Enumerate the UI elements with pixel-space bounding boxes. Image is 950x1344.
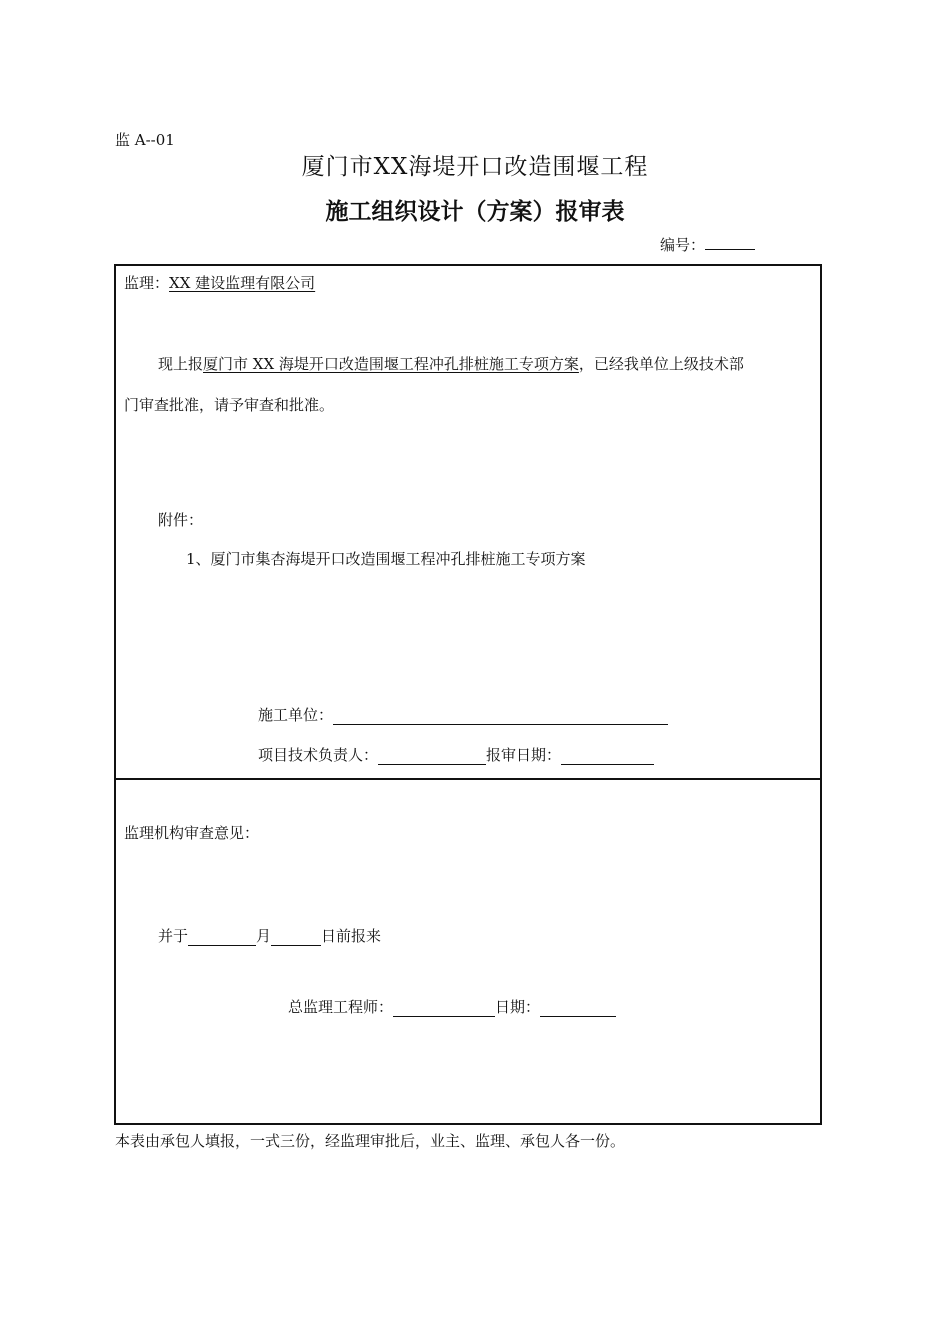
supervisor-line bbox=[124, 272, 315, 293]
deadline-line bbox=[158, 925, 381, 946]
deadline-suffix: 日前报来 bbox=[321, 927, 382, 945]
report-subject: 厦门市 XX 海堤开口改造围堰工程冲孔排桩施工专项方案 bbox=[203, 355, 579, 373]
contractor-line bbox=[258, 704, 668, 725]
day-field[interactable] bbox=[271, 929, 321, 946]
attachments-label: 附件： bbox=[158, 511, 204, 529]
report-suffix: ，已经我单位上级技术部 bbox=[578, 355, 744, 373]
month-field[interactable] bbox=[188, 929, 256, 946]
review-opinion-label: 监理机构审查意见： bbox=[124, 824, 260, 842]
report-date-label: 报审日期： bbox=[486, 746, 562, 764]
form-title: 施工组织设计（方案）报审表 bbox=[325, 199, 625, 225]
deadline-prefix: 并于 bbox=[158, 927, 189, 945]
report-date-field[interactable] bbox=[561, 748, 654, 765]
form-code: 监 A--01 bbox=[115, 131, 175, 149]
serial-blank[interactable] bbox=[705, 233, 755, 250]
project-title: 厦门市XX海堤开口改造围堰工程 bbox=[301, 154, 649, 180]
attachment-item: 1、厦门市集杏海堤开口改造围堰工程冲孔排桩施工专项方案 bbox=[186, 550, 586, 568]
chief-engineer-label: 总监理工程师： bbox=[288, 998, 394, 1016]
review-date-field[interactable] bbox=[540, 1000, 616, 1017]
tech-lead-field[interactable] bbox=[378, 748, 486, 765]
serial-number bbox=[660, 233, 755, 255]
supervisor-name: XX 建设监理有限公司 bbox=[169, 274, 316, 292]
chief-engineer-field[interactable] bbox=[393, 1000, 495, 1017]
report-prefix: 现上报 bbox=[158, 355, 204, 373]
tech-lead-line bbox=[258, 744, 654, 765]
report-paragraph-line2: 门审查批准，请予审查和批准。 bbox=[124, 396, 335, 414]
tech-lead-label: 项目技术负责人： bbox=[258, 746, 379, 764]
month-label: 月 bbox=[256, 927, 272, 945]
chief-engineer-line bbox=[288, 996, 616, 1017]
contractor-field[interactable] bbox=[333, 708, 668, 725]
supervisor-label: 监理： bbox=[124, 274, 170, 292]
footer-note: 本表由承包人填报，一式三份，经监理审批后，业主、监理、承包人各一份。 bbox=[115, 1132, 626, 1150]
serial-label: 编号： bbox=[660, 236, 706, 254]
review-date-label: 日期： bbox=[495, 998, 541, 1016]
contractor-label: 施工单位： bbox=[258, 706, 334, 724]
report-paragraph-line1 bbox=[158, 353, 744, 374]
section-divider bbox=[114, 778, 822, 780]
